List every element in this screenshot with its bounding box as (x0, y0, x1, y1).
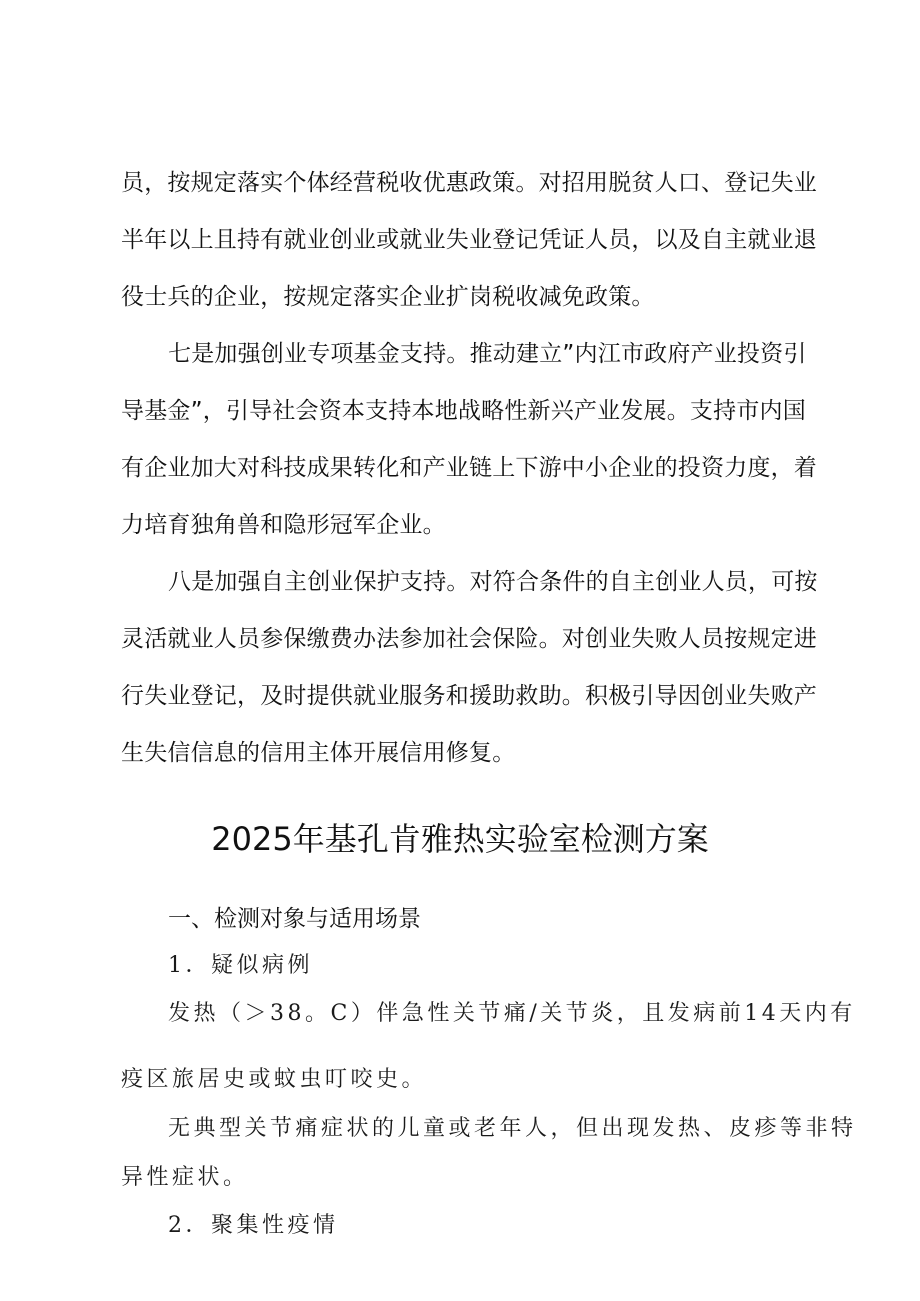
paragraph-line: 役士兵的企业，按规定落实企业扩岗税收减免政策。 (121, 284, 655, 310)
paragraph-line: 员，按规定落实个体经营税收优惠政策。对招用脱贫人口、登记失业 (121, 170, 817, 196)
paragraph-line: 力培育独角兽和隐形冠军企业。 (121, 512, 446, 538)
item-heading: 2．聚集性疫情 (168, 1213, 339, 1238)
paragraph-line: 八是加强自主创业保护支持。对符合条件的自主创业人员，可按 (168, 569, 818, 595)
paragraph-line: 有企业加大对科技成果转化和产业链上下游中小企业的投资力度，着 (121, 455, 817, 481)
paragraph-line: 七是加强创业专项基金支持。推动建立”内江市政府产业投资引 (168, 341, 807, 367)
paragraph-line: 行失业登记，及时提供就业服务和援助救助。积极引导因创业失败产 (121, 683, 817, 709)
paragraph-line: 导基金”，引导社会资本支持本地战略性新兴产业发展。支持市内国 (121, 398, 806, 424)
document-title: 2025年基孔肯雅热实验室检测方案 (211, 820, 709, 858)
item-line: 发热（＞38。C）伴急性关节痛/关节炎，且发病前14天内有 (168, 1001, 856, 1026)
paragraph-line: 灵活就业人员参保缴费办法参加社会保险。对创业失败人员按规定进 (121, 626, 817, 652)
item-line: 异性症状。 (121, 1165, 249, 1190)
paragraph-line: 生失信信息的信用主体开展信用修复。 (121, 740, 516, 766)
item-line: 无典型关节痛症状的儿童或老年人，但出现发热、皮疹等非特 (168, 1116, 857, 1141)
section-heading: 一、检测对象与适用场景 (168, 906, 421, 932)
paragraph-line: 半年以上且持有就业创业或就业失业登记凭证人员，以及自主就业退 (121, 227, 817, 253)
item-heading: 1．疑似病例 (168, 953, 313, 978)
item-line: 疫区旅居史或蚊虫叮咬史。 (121, 1067, 428, 1092)
